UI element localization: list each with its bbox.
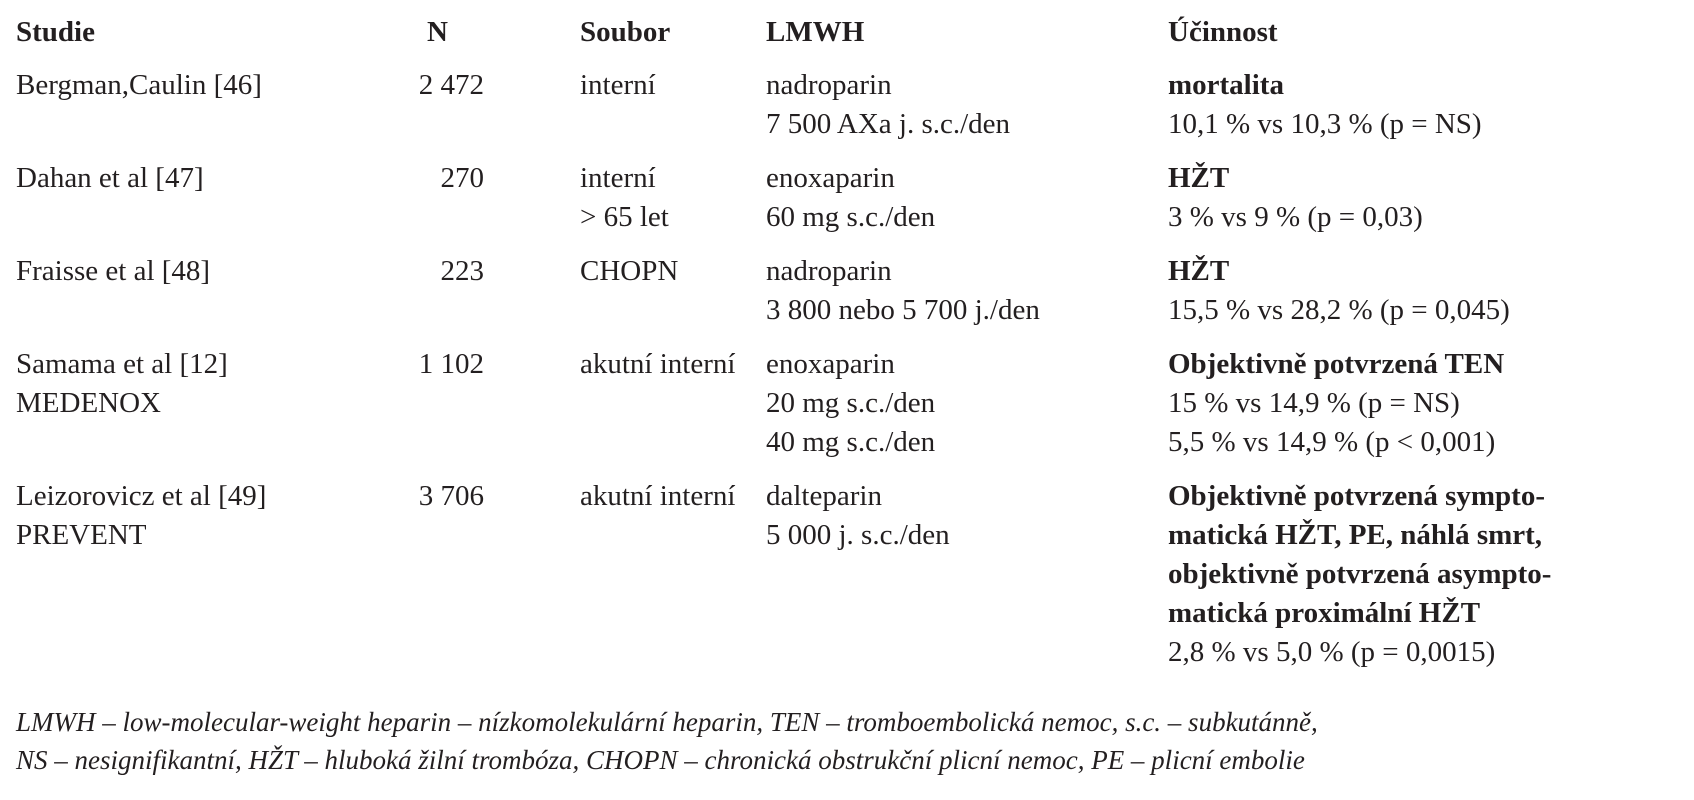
- cell-study-line: Bergman,Caulin [46]: [16, 69, 262, 101]
- cell-n: 3 706: [418, 480, 484, 512]
- cell-cohort: [484, 345, 766, 477]
- efficacy-endpoint: HŽT: [1168, 255, 1230, 287]
- cell-efficacy: [1168, 159, 1676, 252]
- cell-cohort: [484, 252, 766, 345]
- cell-lmwh-line: nadroparin: [766, 69, 892, 101]
- footnote-line-2: NS – nesignifikantní, HŽT – hluboká žilní trombóza, CHOPN – chronická obstrukční plicní nemoc, PE – plicní embolie: [16, 745, 1305, 775]
- cell-cohort-line: > 65 let: [580, 201, 669, 233]
- efficacy-endpoint: Objektivně potvrzená TEN: [1168, 348, 1505, 380]
- efficacy-result: 3 % vs 9 % (p = 0,03): [1168, 201, 1423, 233]
- table-row: [16, 345, 1676, 477]
- cell-lmwh-line: enoxaparin: [766, 348, 895, 380]
- cell-efficacy: [1168, 477, 1676, 687]
- cell-n: 223: [440, 255, 484, 287]
- efficacy-result: 15,5 % vs 28,2 % (p = 0,045): [1168, 294, 1510, 326]
- cell-cohort-line: akutní interní: [580, 480, 736, 512]
- cell-study-line: Samama et al [12]: [16, 348, 228, 380]
- cell-study-line: PREVENT: [16, 519, 147, 551]
- cell-lmwh-line: 5 000 j. s.c./den: [766, 519, 950, 551]
- cell-study: [16, 477, 356, 687]
- cell-cohort-line: CHOPN: [580, 255, 679, 287]
- cell-cohort: [484, 66, 766, 159]
- cell-lmwh-line: 60 mg s.c./den: [766, 201, 936, 233]
- cell-cohort: [484, 477, 766, 687]
- table-row: [16, 159, 1676, 252]
- header-n: N: [427, 16, 448, 48]
- cell-study: [16, 66, 356, 159]
- cell-n: 270: [440, 162, 484, 194]
- header-lmwh: LMWH: [766, 16, 865, 48]
- header-study: Studie: [16, 16, 95, 48]
- cell-cohort-line: akutní interní: [580, 348, 736, 380]
- cell-lmwh: [766, 159, 1168, 252]
- document-page: [16, 14, 1676, 687]
- cell-lmwh-line: enoxaparin: [766, 162, 895, 194]
- cell-lmwh-line: 40 mg s.c./den: [766, 426, 936, 458]
- table-header-row: [16, 14, 1676, 66]
- footnote-line-1: LMWH – low-molecular-weight heparin – nízkomolekulární heparin, TEN – tromboembolická nemoc, s.c. – subkutánně,: [16, 707, 1318, 737]
- cell-n: 2 472: [418, 69, 484, 101]
- cell-lmwh-line: 20 mg s.c./den: [766, 387, 936, 419]
- cell-cohort-line: interní: [580, 69, 656, 101]
- efficacy-endpoint: mortalita: [1168, 69, 1284, 101]
- table-row: [16, 477, 1676, 687]
- efficacy-endpoint: Objektivně potvrzená sympto-: [1168, 480, 1545, 512]
- efficacy-endpoint: matická HŽT, PE, náhlá smrt,: [1168, 519, 1543, 551]
- cell-efficacy: [1168, 66, 1676, 159]
- cell-efficacy: [1168, 252, 1676, 345]
- cell-study-line: MEDENOX: [16, 387, 161, 419]
- cell-lmwh: [766, 66, 1168, 159]
- cell-lmwh: [766, 252, 1168, 345]
- efficacy-result: 15 % vs 14,9 % (p = NS): [1168, 387, 1460, 419]
- cell-lmwh-line: 7 500 AXa j. s.c./den: [766, 108, 1011, 140]
- cell-n: 1 102: [418, 348, 484, 380]
- efficacy-result: 5,5 % vs 14,9 % (p < 0,001): [1168, 426, 1496, 458]
- efficacy-endpoint: HŽT: [1168, 162, 1230, 194]
- efficacy-endpoint: matická proximální HŽT: [1168, 597, 1481, 629]
- cell-study-line: Dahan et al [47]: [16, 162, 204, 194]
- table-body: [16, 66, 1676, 687]
- cell-lmwh-line: nadroparin: [766, 255, 892, 287]
- cell-lmwh-line: 3 800 nebo 5 700 j./den: [766, 294, 1040, 326]
- table-footnotes: [16, 703, 1676, 779]
- efficacy-endpoint: objektivně potvrzená asympto-: [1168, 558, 1552, 590]
- cell-cohort: [484, 159, 766, 252]
- cell-cohort-line: interní: [580, 162, 656, 194]
- cell-study: [16, 159, 356, 252]
- header-cohort: Soubor: [580, 16, 671, 48]
- cell-study-line: Fraisse et al [48]: [16, 255, 211, 287]
- table-row: [16, 66, 1676, 159]
- cell-lmwh: [766, 345, 1168, 477]
- table-row: [16, 252, 1676, 345]
- cell-study-line: Leizorovicz et al [49]: [16, 480, 267, 512]
- efficacy-result: 10,1 % vs 10,3 % (p = NS): [1168, 108, 1482, 140]
- studies-table: [16, 14, 1676, 687]
- header-efficacy: Účinnost: [1168, 16, 1278, 48]
- cell-efficacy: [1168, 345, 1676, 477]
- cell-lmwh: [766, 477, 1168, 687]
- cell-study: [16, 345, 356, 477]
- efficacy-result: 2,8 % vs 5,0 % (p = 0,0015): [1168, 636, 1496, 668]
- cell-lmwh-line: dalteparin: [766, 480, 882, 512]
- cell-study: [16, 252, 356, 345]
